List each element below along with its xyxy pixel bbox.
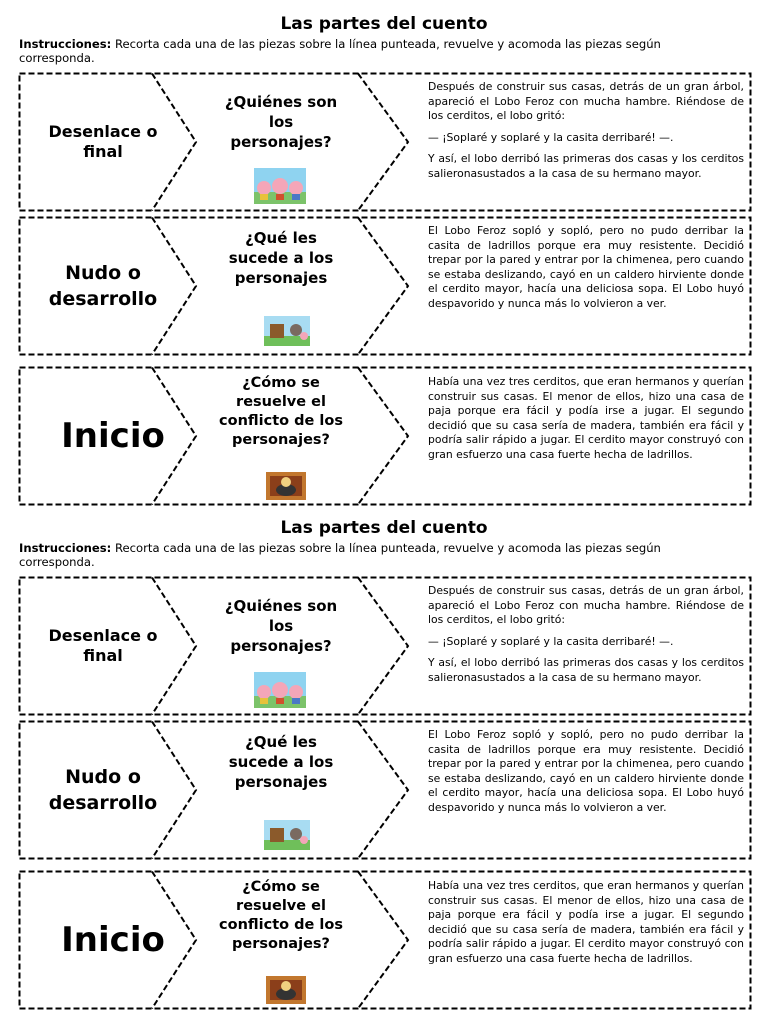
- cut-piece-row: [18, 216, 752, 356]
- story-part-label: Inicio: [61, 416, 165, 456]
- story-paragraph: Había una vez tres cerditos, que eran hermanos y querían construir sus casas. El menor de ellos, hizo una casa de paja porque era fácil y podía irse a jugar. El segundo decidió que su casa sería de madera, también era fácil y podría salir rápido a jugar. El cerdito mayor construyó con gran esfuerzo una casa fuerte hecha de ladrillos.: [428, 879, 744, 965]
- story-paragraph: Después de construir sus casas, detrás de un gran árbol, apareció el Lobo Feroz con mucha hambre. Riéndose de los cerditos, el lobo gritó:: [428, 584, 744, 627]
- pigs-illustration: [254, 168, 306, 204]
- question-text: ¿Cómo se resuelve el conflicto de los personajes?: [219, 375, 343, 448]
- question-text: ¿Cómo se resuelve el conflicto de los personajes?: [219, 879, 343, 952]
- story-part-label: Inicio: [61, 920, 165, 960]
- story-part-label: Desenlace o final: [48, 626, 158, 665]
- page-title: Las partes del cuento: [280, 14, 488, 34]
- instructions: [19, 541, 739, 569]
- instructions-label: Instrucciones:: [19, 37, 112, 51]
- instructions-label: Instrucciones:: [19, 541, 112, 555]
- cut-piece-row: [18, 870, 752, 1010]
- instructions: [19, 37, 739, 65]
- story-paragraph: El Lobo Feroz sopló y sopló, pero no pudo derribar la casita de ladrillos porque era muy resistente. Decidió trepar por la pared y entrar por la chimenea, pero cuando se estaba deslizando, cayó en un caldero hirviente donde el cerdito mayor, hacía una deliciosa sopa. El Lobo huyó despavorido y nunca más lo volvieron a ver.: [428, 728, 744, 814]
- story-text: [428, 879, 744, 974]
- story-paragraph: Después de construir sus casas, detrás de un gran árbol, apareció el Lobo Feroz con mucha hambre. Riéndose de los cerditos, el lobo gritó:: [428, 80, 744, 123]
- wolf-illustration: [264, 820, 310, 850]
- story-paragraph: — ¡Soplaré y soplaré y la casita derribaré! —.: [428, 130, 674, 144]
- story-paragraph: Y así, el lobo derribó las primeras dos casas y los cerditos salieronasustados a la casa de su hermano mayor.: [428, 656, 744, 684]
- instructions-text: Recorta cada una de las piezas sobre la línea punteada, revuelve y acomoda las piezas según corresponda.: [19, 541, 661, 569]
- story-paragraph: — ¡Soplaré y soplaré y la casita derribaré! —.: [428, 634, 674, 648]
- story-text: [428, 584, 744, 693]
- instructions-text: Recorta cada una de las piezas sobre la línea punteada, revuelve y acomoda las piezas según corresponda.: [19, 37, 661, 65]
- pigs-illustration: [254, 672, 306, 708]
- question-text: ¿Quiénes son los personajes?: [224, 597, 338, 655]
- page-title: Las partes del cuento: [280, 518, 488, 538]
- question-text: ¿Qué les sucede a los personajes: [228, 229, 334, 287]
- cut-piece-row: [18, 576, 752, 716]
- story-paragraph: Había una vez tres cerditos, que eran hermanos y querían construir sus casas. El menor de ellos, hizo una casa de paja porque era fácil y podía irse a jugar. El segundo decidió que su casa sería de madera, también era fácil y podría salir rápido a jugar. El cerdito mayor construyó con gran esfuerzo una casa fuerte hecha de ladrillos.: [428, 375, 744, 461]
- story-text: [428, 224, 744, 319]
- story-text: [428, 375, 744, 470]
- question-text: ¿Qué les sucede a los personajes: [228, 733, 334, 791]
- story-part-label: Nudo o desarrollo: [48, 262, 158, 310]
- cauldron-illustration: [266, 472, 306, 500]
- cut-piece-row: [18, 72, 752, 212]
- cut-piece-row: [18, 366, 752, 506]
- story-part-label: Nudo o desarrollo: [48, 766, 158, 814]
- wolf-illustration: [264, 316, 310, 346]
- story-part-label: Desenlace o final: [48, 122, 158, 161]
- story-paragraph: El Lobo Feroz sopló y sopló, pero no pudo derribar la casita de ladrillos porque era muy resistente. Decidió trepar por la pared y entrar por la chimenea, pero cuando se estaba deslizando, cayó en un caldero hirviente donde el cerdito mayor, hacía una deliciosa sopa. El Lobo huyó despavorido y nunca más lo volvieron a ver.: [428, 224, 744, 310]
- question-text: ¿Quiénes son los personajes?: [224, 93, 338, 151]
- cut-piece-row: [18, 720, 752, 860]
- cauldron-illustration: [266, 976, 306, 1004]
- story-paragraph: Y así, el lobo derribó las primeras dos casas y los cerditos salieronasustados a la casa de su hermano mayor.: [428, 152, 744, 180]
- story-text: [428, 728, 744, 823]
- worksheet-bottom: [0, 504, 768, 1016]
- story-text: [428, 80, 744, 189]
